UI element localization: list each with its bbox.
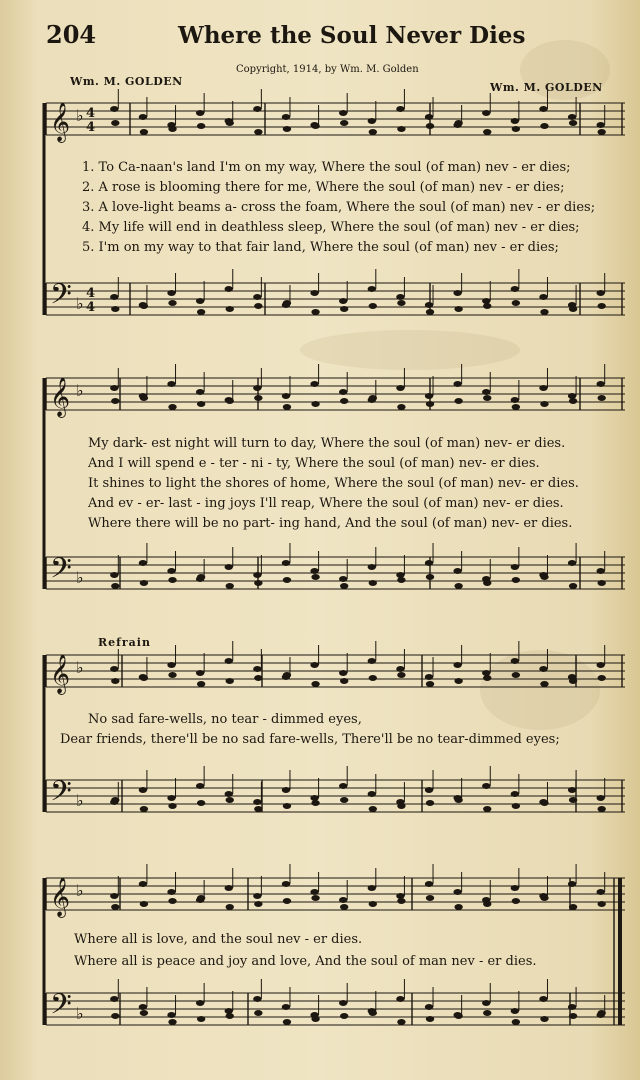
treble-clef-icon: 𝄞	[50, 877, 71, 917]
treble-notehead	[140, 129, 148, 135]
treble-notehead	[282, 114, 290, 120]
treble-notehead	[254, 129, 262, 135]
treble-notehead	[139, 881, 147, 887]
treble-notehead	[253, 893, 261, 899]
refrain-line-1: No sad fare-wells, no tear - dimmed eyes,	[88, 712, 362, 727]
bass-clef-icon: 𝄢	[50, 775, 72, 815]
treble-notehead	[482, 389, 490, 395]
bass-notehead	[569, 1013, 577, 1019]
treble-notehead	[425, 674, 433, 680]
bass-notehead	[483, 806, 491, 812]
bass-notehead	[110, 996, 118, 1002]
bass-notehead	[568, 560, 576, 566]
key-flat-icon: ♭	[76, 658, 84, 677]
bass-notehead	[225, 791, 233, 797]
bass-notehead	[226, 1013, 234, 1019]
treble-notehead	[596, 122, 604, 128]
bass-notehead	[540, 1016, 548, 1022]
treble-notehead	[168, 126, 176, 132]
bass-notehead	[511, 564, 519, 570]
treble-notehead	[111, 904, 119, 910]
treble-notehead	[568, 881, 576, 887]
treble-notehead	[111, 398, 119, 404]
bass-notehead	[226, 583, 234, 589]
bass-notehead	[569, 583, 577, 589]
bass-notehead	[511, 1008, 519, 1014]
bass-notehead	[425, 302, 433, 308]
bass-notehead	[340, 1013, 348, 1019]
bass-notehead	[596, 568, 604, 574]
treble-notehead	[397, 672, 405, 678]
treble-notehead	[226, 904, 234, 910]
treble-notehead	[339, 110, 347, 116]
copyright-notice: Copyright, 1914, by Wm. M. Golden	[236, 64, 419, 75]
key-flat-icon: ♭	[76, 568, 84, 587]
bass-notehead	[225, 286, 233, 292]
bass-notehead	[483, 1010, 491, 1016]
bass-notehead	[339, 783, 347, 789]
treble-notehead	[196, 389, 204, 395]
bass-notehead	[425, 560, 433, 566]
bass-notehead	[340, 797, 348, 803]
treble-notehead	[339, 389, 347, 395]
page-number: 204	[46, 20, 97, 49]
bass-notehead	[339, 576, 347, 582]
bass-notehead	[196, 1000, 204, 1006]
bass-notehead	[483, 303, 491, 309]
verse-4-line-2: And ev - er- last - ing joys I'll reap, Where the soul (of man) nev- er dies.	[88, 496, 564, 511]
bass-notehead	[253, 996, 261, 1002]
treble-notehead	[483, 901, 491, 907]
hymn-title: Where the Soul Never Dies	[178, 22, 526, 49]
bass-notehead	[140, 1010, 148, 1016]
treble-notehead	[197, 401, 205, 407]
bass-notehead	[426, 574, 434, 580]
treble-notehead	[596, 381, 604, 387]
bass-notehead	[168, 803, 176, 809]
time-signature: 4	[86, 106, 96, 121]
treble-notehead	[282, 393, 290, 399]
bass-notehead	[426, 309, 434, 315]
bass-notehead	[597, 806, 605, 812]
treble-notehead	[168, 672, 176, 678]
treble-clef-icon: 𝄞	[50, 377, 71, 417]
bass-notehead	[569, 306, 577, 312]
treble-notehead	[167, 662, 175, 668]
bass-notehead	[597, 580, 605, 586]
treble-notehead	[167, 889, 175, 895]
bass-notehead	[167, 568, 175, 574]
treble-notehead	[110, 106, 118, 112]
bass-notehead	[397, 577, 405, 583]
treble-notehead	[340, 120, 348, 126]
treble-notehead	[226, 678, 234, 684]
treble-notehead	[426, 401, 434, 407]
treble-notehead	[597, 675, 605, 681]
treble-notehead	[368, 658, 376, 664]
treble-clef-icon: 𝄞	[50, 654, 71, 694]
bass-notehead	[139, 1004, 147, 1010]
treble-notehead	[596, 889, 604, 895]
treble-notehead	[340, 904, 348, 910]
treble-notehead	[225, 885, 233, 891]
bass-notehead	[139, 560, 147, 566]
treble-notehead	[110, 893, 118, 899]
treble-notehead	[340, 678, 348, 684]
bass-notehead	[540, 309, 548, 315]
bass-notehead	[568, 1004, 576, 1010]
treble-notehead	[483, 395, 491, 401]
time-signature: 4	[86, 120, 96, 135]
treble-notehead	[339, 897, 347, 903]
bass-notehead	[110, 572, 118, 578]
treble-notehead	[197, 123, 205, 129]
treble-notehead	[368, 885, 376, 891]
verse-3-line-2: It shines to light the shores of home, Where the soul (of man) nev- er dies.	[88, 476, 579, 491]
treble-notehead	[425, 393, 433, 399]
bass-notehead	[369, 580, 377, 586]
treble-notehead	[597, 901, 605, 907]
bass-notehead	[311, 574, 319, 580]
treble-notehead	[311, 895, 319, 901]
treble-notehead	[483, 675, 491, 681]
treble-notehead	[396, 666, 404, 672]
treble-notehead	[140, 901, 148, 907]
treble-notehead	[310, 889, 318, 895]
music-credit: Wm. M. GOLDEN	[490, 81, 603, 94]
bass-notehead	[396, 996, 404, 1002]
treble-notehead	[512, 126, 520, 132]
bass-notehead	[167, 290, 175, 296]
bass-notehead	[282, 1004, 290, 1010]
bass-clef-icon: 𝄢	[50, 552, 72, 592]
treble-notehead	[569, 678, 577, 684]
bass-notehead	[254, 806, 262, 812]
treble-notehead	[454, 398, 462, 404]
treble-notehead	[369, 675, 377, 681]
treble-notehead	[253, 385, 261, 391]
treble-notehead	[283, 898, 291, 904]
treble-notehead	[539, 106, 547, 112]
bass-notehead	[511, 286, 519, 292]
treble-notehead	[196, 110, 204, 116]
verse-1-line-2: My dark- est night will turn to day, Where the soul (of man) nev- er dies.	[88, 436, 566, 451]
bass-notehead	[339, 298, 347, 304]
bass-notehead	[253, 799, 261, 805]
bass-notehead	[369, 303, 377, 309]
bass-clef-icon: 𝄢	[50, 988, 72, 1028]
key-flat-icon: ♭	[76, 294, 84, 313]
bass-notehead	[340, 583, 348, 589]
treble-notehead	[569, 398, 577, 404]
bass-notehead	[339, 1000, 347, 1006]
key-flat-icon: ♭	[76, 881, 84, 900]
key-flat-icon: ♭	[76, 106, 84, 125]
treble-notehead	[111, 678, 119, 684]
bass-notehead	[197, 1016, 205, 1022]
treble-notehead	[311, 401, 319, 407]
treble-notehead	[396, 385, 404, 391]
verse-2-line-1: 2. A rose is blooming there for me, Where the soul (of man) nev - er dies;	[82, 180, 565, 195]
treble-notehead	[425, 114, 433, 120]
treble-notehead	[397, 126, 405, 132]
bass-notehead	[340, 306, 348, 312]
treble-notehead	[597, 129, 605, 135]
treble-notehead	[569, 904, 577, 910]
treble-notehead	[310, 662, 318, 668]
verse-1-line-1: 1. To Ca-naan's land I'm on my way, Where the soul (of man) nev - er dies;	[82, 160, 571, 175]
treble-notehead	[540, 681, 548, 687]
treble-notehead	[253, 106, 261, 112]
bass-notehead	[167, 1012, 175, 1018]
treble-notehead	[139, 114, 147, 120]
treble-notehead	[167, 381, 175, 387]
bass-notehead	[512, 577, 520, 583]
bass-notehead	[225, 564, 233, 570]
treble-notehead	[110, 385, 118, 391]
treble-notehead	[110, 666, 118, 672]
treble-notehead	[340, 398, 348, 404]
bass-notehead	[569, 797, 577, 803]
treble-notehead	[396, 106, 404, 112]
bass-notehead	[453, 568, 461, 574]
time-signature: 4	[86, 300, 96, 315]
bass-notehead	[253, 294, 261, 300]
bass-notehead	[168, 1019, 176, 1025]
bass-notehead	[425, 787, 433, 793]
treble-notehead	[311, 681, 319, 687]
treble-notehead	[426, 681, 434, 687]
treble-notehead	[254, 675, 262, 681]
treble-notehead	[511, 885, 519, 891]
bass-notehead	[511, 791, 519, 797]
treble-notehead	[512, 672, 520, 678]
treble-notehead	[253, 666, 261, 672]
treble-notehead	[569, 120, 577, 126]
bass-notehead	[111, 306, 119, 312]
treble-notehead	[425, 881, 433, 887]
bass-notehead	[226, 797, 234, 803]
bass-notehead	[139, 787, 147, 793]
bass-notehead	[368, 791, 376, 797]
treble-notehead	[283, 126, 291, 132]
bass-notehead	[140, 580, 148, 586]
verse-5-line-1: 5. I'm on my way to that fair land, Where the soul (of man) nev - er dies;	[82, 240, 559, 255]
treble-notehead	[454, 904, 462, 910]
bass-notehead	[539, 996, 547, 1002]
treble-notehead	[397, 898, 405, 904]
bass-notehead	[483, 580, 491, 586]
treble-notehead	[282, 881, 290, 887]
treble-notehead	[283, 404, 291, 410]
treble-notehead	[254, 901, 262, 907]
treble-notehead	[511, 118, 519, 124]
treble-notehead	[539, 666, 547, 672]
bass-notehead	[197, 309, 205, 315]
bass-notehead	[311, 1016, 319, 1022]
treble-notehead	[453, 889, 461, 895]
bass-notehead	[597, 303, 605, 309]
bass-notehead	[283, 1019, 291, 1025]
bass-notehead	[512, 1019, 520, 1025]
treble-notehead	[540, 401, 548, 407]
bass-clef-icon: 𝄢	[50, 278, 72, 318]
treble-notehead	[511, 397, 519, 403]
refrain-line-2: Dear friends, there'll be no sad fare-wells, There'll be no tear-dimmed eyes;	[60, 732, 560, 747]
verse-3-line-1: 3. A love-light beams a- cross the foam, Where the soul (of man) nev - er dies;	[82, 200, 596, 215]
bass-notehead	[397, 803, 405, 809]
treble-notehead	[369, 901, 377, 907]
bass-notehead	[596, 290, 604, 296]
bass-notehead	[425, 1004, 433, 1010]
bass-notehead	[512, 803, 520, 809]
treble-notehead	[369, 129, 377, 135]
bass-notehead	[482, 783, 490, 789]
time-signature: 4	[86, 286, 96, 301]
treble-notehead	[539, 385, 547, 391]
bass-notehead	[282, 560, 290, 566]
treble-notehead	[339, 670, 347, 676]
bass-notehead	[253, 572, 261, 578]
bass-notehead	[397, 300, 405, 306]
treble-notehead	[512, 898, 520, 904]
bass-notehead	[167, 795, 175, 801]
treble-notehead	[310, 381, 318, 387]
bass-notehead	[453, 290, 461, 296]
treble-notehead	[453, 662, 461, 668]
treble-notehead	[196, 670, 204, 676]
verse-4-line-1: 4. My life will end in deathless sleep, Where the soul (of man) nev - er dies;	[82, 220, 580, 235]
bass-notehead	[283, 803, 291, 809]
final-line-2: Where all is peace and joy and love, And the soul of man nev - er dies.	[74, 954, 537, 969]
bass-notehead	[397, 1019, 405, 1025]
bass-notehead	[539, 294, 547, 300]
treble-notehead	[168, 898, 176, 904]
key-flat-icon: ♭	[76, 1004, 84, 1023]
treble-notehead	[540, 123, 548, 129]
bass-notehead	[283, 577, 291, 583]
bass-notehead	[482, 1000, 490, 1006]
treble-notehead	[254, 395, 262, 401]
bass-notehead	[196, 298, 204, 304]
treble-notehead	[225, 658, 233, 664]
bass-notehead	[168, 577, 176, 583]
treble-notehead	[483, 129, 491, 135]
treble-notehead	[454, 678, 462, 684]
bass-notehead	[282, 787, 290, 793]
treble-notehead	[568, 114, 576, 120]
treble-notehead	[511, 658, 519, 664]
verse-2-line-2: And I will spend e - ter - ni - ty, Where the soul (of man) nev- er dies.	[88, 456, 540, 471]
bass-notehead	[311, 309, 319, 315]
treble-notehead	[397, 404, 405, 410]
treble-notehead	[512, 404, 520, 410]
treble-notehead	[168, 404, 176, 410]
words-credit: Wm. M. GOLDEN	[70, 75, 183, 88]
treble-notehead	[368, 118, 376, 124]
treble-notehead	[482, 110, 490, 116]
bass-notehead	[310, 290, 318, 296]
bass-notehead	[512, 300, 520, 306]
bass-notehead	[111, 583, 119, 589]
bass-notehead	[197, 800, 205, 806]
bass-notehead	[310, 568, 318, 574]
bass-notehead	[140, 806, 148, 812]
refrain-label: Refrain	[98, 636, 151, 649]
treble-clef-icon: 𝄞	[50, 102, 71, 142]
bass-notehead	[454, 306, 462, 312]
bass-notehead	[168, 300, 176, 306]
bass-notehead	[110, 294, 118, 300]
bass-notehead	[196, 783, 204, 789]
bass-notehead	[568, 787, 576, 793]
bass-notehead	[254, 580, 262, 586]
bass-notehead	[254, 303, 262, 309]
treble-notehead	[111, 120, 119, 126]
treble-notehead	[596, 662, 604, 668]
verse-5-line-2: Where there will be no part- ing hand, And the soul (of man) nev- er dies.	[88, 516, 573, 531]
treble-notehead	[453, 381, 461, 387]
key-flat-icon: ♭	[76, 381, 84, 400]
bass-notehead	[254, 1010, 262, 1016]
bass-notehead	[396, 294, 404, 300]
bass-notehead	[111, 1013, 119, 1019]
treble-notehead	[597, 395, 605, 401]
treble-notehead	[197, 681, 205, 687]
key-flat-icon: ♭	[76, 791, 84, 810]
bass-notehead	[369, 806, 377, 812]
bass-notehead	[426, 1016, 434, 1022]
treble-notehead	[426, 895, 434, 901]
treble-notehead	[426, 123, 434, 129]
bass-notehead	[226, 306, 234, 312]
bass-notehead	[368, 564, 376, 570]
bass-notehead	[454, 583, 462, 589]
bass-notehead	[368, 286, 376, 292]
final-line-1: Where all is love, and the soul nev - er dies.	[74, 932, 363, 947]
bass-notehead	[426, 800, 434, 806]
bass-notehead	[596, 795, 604, 801]
bass-notehead	[311, 800, 319, 806]
